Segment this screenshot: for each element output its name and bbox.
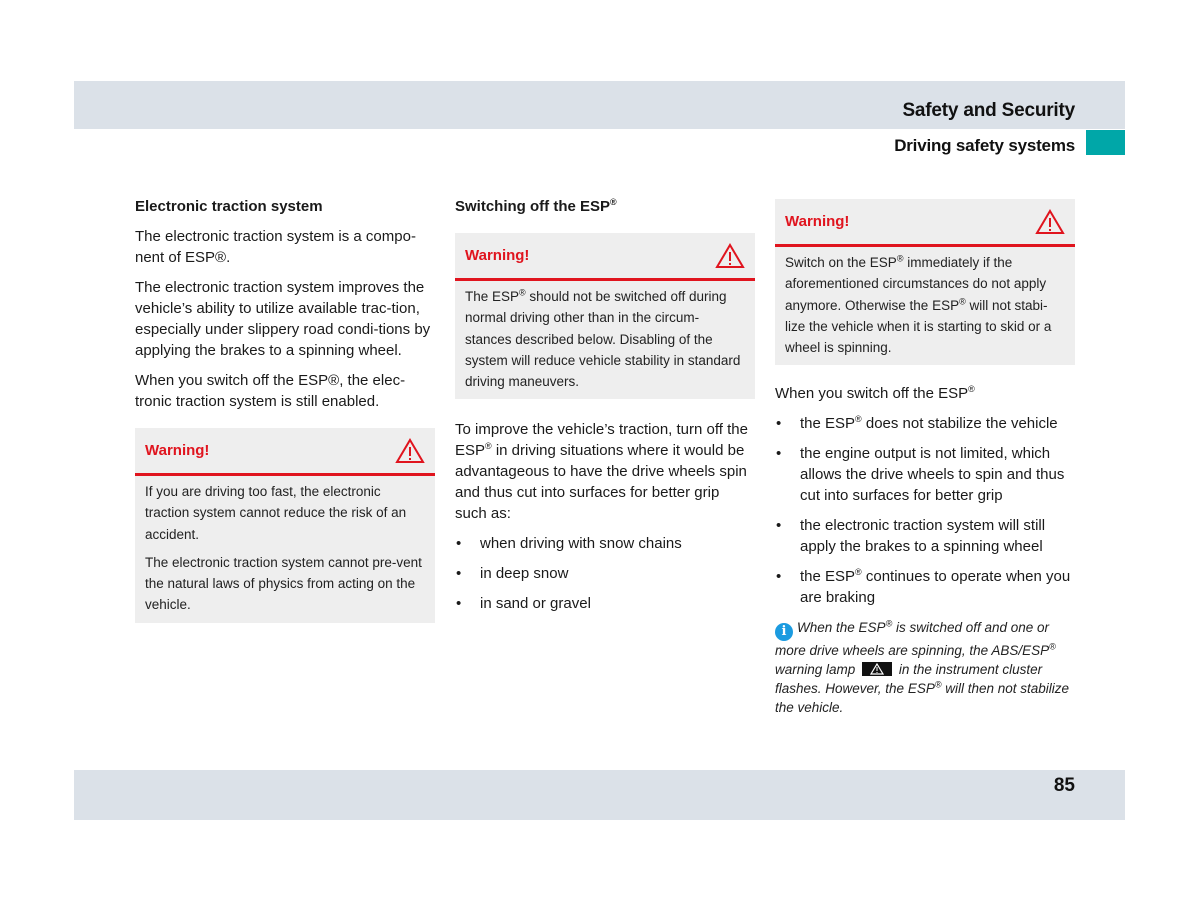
info-icon: i: [775, 623, 793, 641]
list-item: • the engine output is not limited, which allows the drive wheels to spin and thus cut into surfaces for better grip: [775, 443, 1075, 506]
warning-triangle-icon: [715, 243, 745, 269]
paragraph: [775, 383, 1075, 404]
warning-lamp-icon: [862, 662, 892, 676]
warning-box: [135, 428, 435, 623]
section-title: Safety and Security: [902, 100, 1075, 121]
registered-mark: ®: [959, 296, 966, 307]
registered-mark: ®: [519, 287, 526, 298]
paragraph: When you switch off the ESP®, the elec-tronic traction system is still enabled.: [135, 372, 406, 410]
registered-mark: ®: [968, 384, 975, 395]
registered-mark: ®: [885, 618, 893, 629]
warning-body: [455, 281, 755, 399]
list-item: • the electronic traction system will still apply the brakes to a spinning wheel: [775, 515, 1075, 557]
bullet-list: [455, 533, 755, 614]
heading-text: Switching off the ESP: [455, 198, 611, 215]
subsection-title: Driving safety systems: [894, 136, 1075, 155]
text: the ESP: [800, 568, 856, 586]
text: Switch on the ESP: [785, 255, 897, 270]
warning-header: [135, 428, 435, 476]
list-item: [775, 566, 1075, 608]
text: in the instrument cluster flashes. However, the ESP: [775, 662, 1043, 697]
warning-body: [135, 476, 435, 623]
paragraph: The electronic traction system improves the vehicle’s ability to utilize available trac-tion, especially under slippery road condi-tions by applying the brakes to a spinning wheel.: [135, 279, 431, 359]
text: should not be switched off during normal driving other than in the circum-stances described below. Disabling of the system will reduce vehicle stability in standard driving maneuvers.: [465, 289, 741, 390]
warning-text: The electronic traction system cannot pre-vent the natural laws of physics from acting on the vehicle.: [145, 554, 422, 613]
column-3: [775, 199, 1075, 717]
warning-text: If you are driving too fast, the electronic traction system cannot reduce the risk of an accident.: [145, 484, 407, 542]
warning-label: Warning!: [785, 213, 850, 230]
text: immediately if the aforementioned circumstances do not apply anymore. Otherwise the ESP: [785, 255, 1047, 313]
paragraph: [455, 419, 755, 524]
text: will then not stabilize the vehicle.: [775, 681, 1070, 716]
heading-switching-off-esp: [455, 196, 755, 217]
footer-band: [74, 770, 1125, 820]
info-note: [775, 618, 1075, 717]
registered-mark: ®: [896, 253, 904, 264]
registered-mark: ®: [1049, 641, 1056, 652]
text: When you switch off the ESP: [775, 385, 969, 403]
list-item: • in sand or gravel: [455, 593, 755, 614]
warning-triangle-icon: [1035, 209, 1065, 235]
warning-label: Warning!: [465, 247, 530, 264]
list-item: [775, 413, 1075, 434]
text: continues to operate when you are braking: [800, 568, 1071, 607]
registered-mark: ®: [855, 567, 862, 578]
text: When the ESP: [797, 620, 886, 636]
registered-mark: ®: [485, 441, 492, 452]
list-item: • when driving with snow chains: [455, 533, 755, 554]
text: does not stabilize the vehicle: [861, 415, 1058, 433]
text: the ESP: [800, 415, 856, 433]
warning-box: [775, 199, 1075, 365]
warning-triangle-icon: [395, 438, 425, 464]
page-number: 85: [1053, 775, 1075, 796]
text: will not stabi-lize the vehicle when it is starting to skid or a wheel is spinning.: [785, 297, 1052, 356]
warning-body: [775, 247, 1075, 365]
warning-label: Warning!: [145, 442, 210, 459]
text: is switched off and one or more drive wheels are spinning, the ABS/ESP: [775, 620, 1050, 659]
heading-electronic-traction: Electronic traction system: [135, 198, 323, 215]
warning-text: [465, 286, 745, 392]
warning-header: [455, 233, 755, 281]
warning-box: [455, 233, 755, 399]
column-2: [455, 196, 755, 623]
section-marker: [1086, 130, 1125, 155]
column-1: [135, 196, 435, 633]
text: in driving situations where it would be advantageous to have the drive wheels spin and thus cut into surfaces for better grip such as:: [455, 442, 747, 523]
text: To improve the vehicle’s traction, turn off the ESP: [455, 421, 748, 460]
list-item: • in deep snow: [455, 563, 755, 584]
warning-header: [775, 199, 1075, 247]
text: The ESP: [465, 289, 520, 304]
warning-text: [785, 252, 1065, 358]
paragraph-text: The electronic traction system is a compo-nent of ESP®.: [135, 228, 416, 266]
registered-mark: ®: [610, 197, 617, 207]
bullet-list: [775, 413, 1075, 608]
text: warning lamp: [775, 662, 856, 678]
paragraph: [135, 226, 435, 268]
registered-mark: ®: [934, 679, 942, 690]
registered-mark: ®: [855, 414, 862, 425]
